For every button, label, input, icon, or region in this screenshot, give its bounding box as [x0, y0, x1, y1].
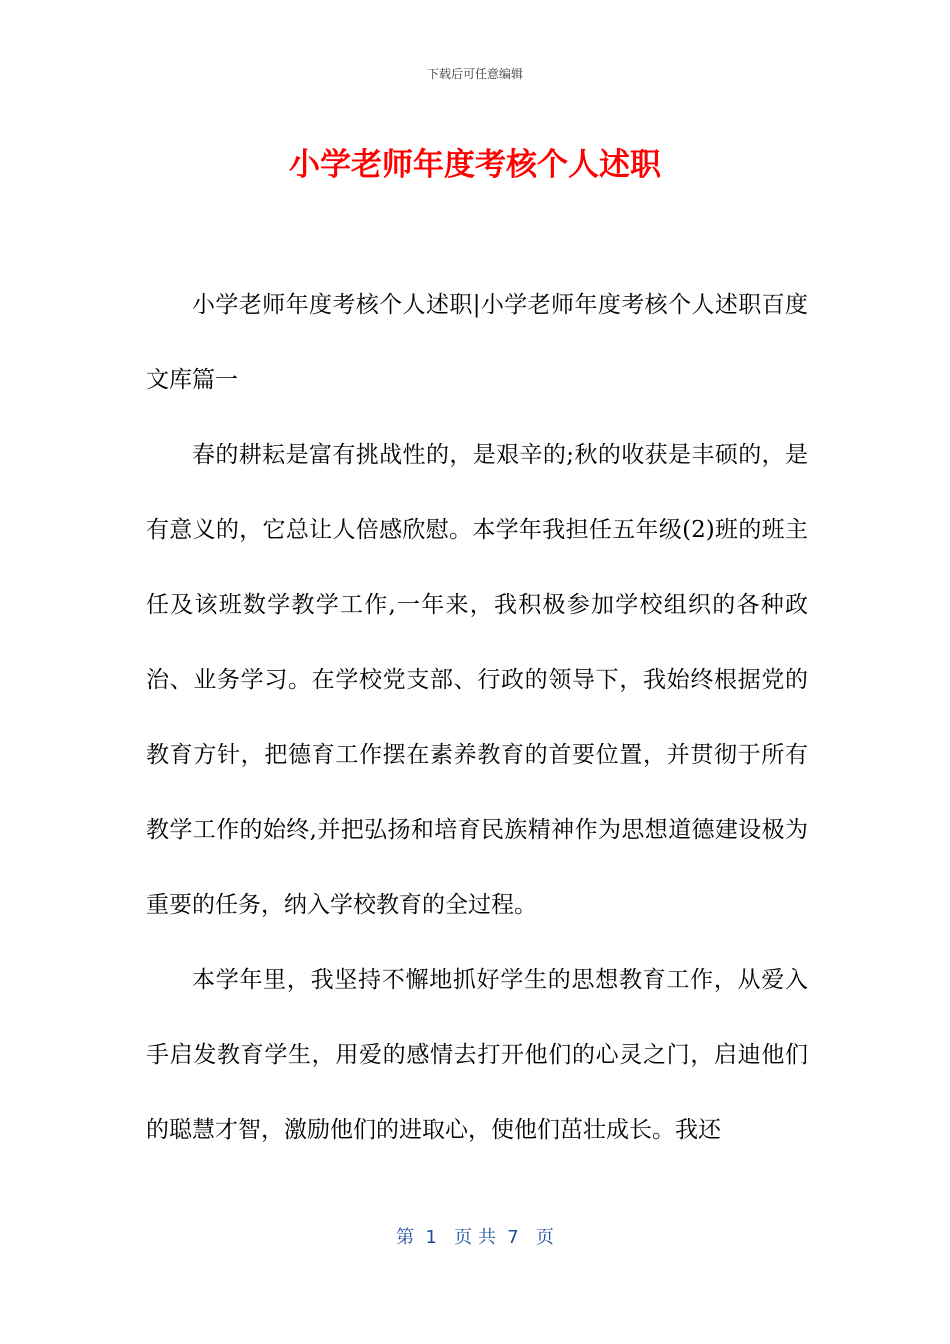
header-note: 下载后可任意编辑 — [426, 67, 523, 81]
document-body — [146, 268, 808, 1168]
paragraph-1: 小学老师年度考核个人述职|小学老师年度考核个人述职百度文库篇一 — [146, 292, 808, 393]
document-title: 小学老师年度考核个人述职 — [289, 147, 661, 183]
paragraph-2: 春的耕耘是富有挑战性的，是艰辛的;秋的收获是丰硕的，是有意义的，它总让人倍感欣慰。本学年我担任五年级(2)班的班主任及该班数学教学工作,一年来，我积极参加学校组织的各种政治、业务学习。在学校党支部、行政的领导下，我始终根据党的教育方针，把德育工作摆在素养教育的首要位置，并贯彻于所有教学工作的始终,并把弘扬和培育民族精神作为思想道德建设极为重要的任务，纳入学校教育的全过程。 — [146, 442, 808, 918]
paragraph-3: 本学年里，我坚持不懈地抓好学生的思想教育工作，从爱入手启发教育学生，用爱的感情去打开他们的心灵之门，启迪他们的聪慧才智，激励他们的进取心，使他们茁壮成长。我还 — [146, 967, 808, 1143]
page-number-footer: 第 1 页 共 7 页 — [396, 1227, 554, 1248]
